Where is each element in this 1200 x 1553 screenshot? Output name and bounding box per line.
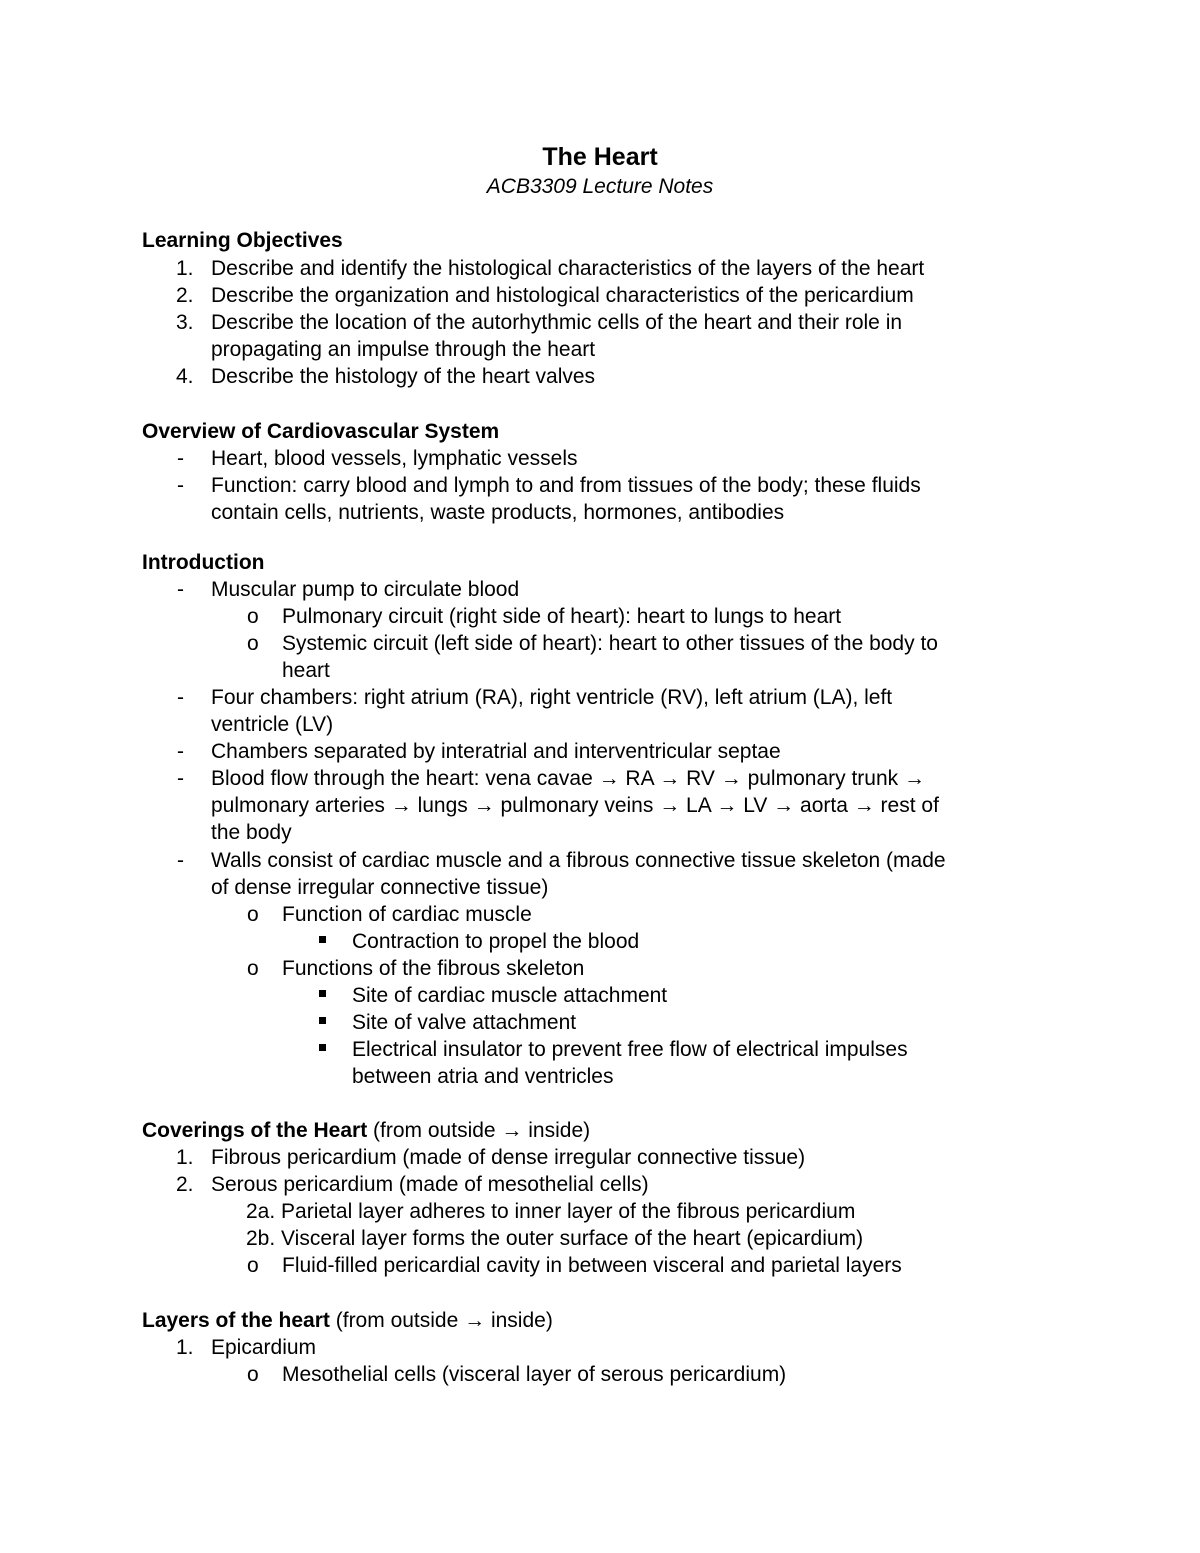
intro-item-text: the body: [211, 821, 292, 844]
intro-subitem-text: heart: [282, 659, 330, 682]
intro-item-text: Muscular pump to circulate blood: [211, 578, 520, 601]
square-bullet-icon: [319, 936, 326, 943]
dash-marker: -: [177, 740, 184, 763]
dash-marker: -: [177, 686, 184, 709]
intro-item-text: ventricle (LV): [211, 713, 334, 736]
intro-bullet-text: Site of valve attachment: [352, 1011, 577, 1034]
circle-marker: o: [247, 1363, 259, 1386]
layer-subitem-text: Mesothelial cells (visceral layer of serous pericardium): [282, 1363, 787, 1386]
circle-marker: o: [247, 605, 259, 628]
objective-number: 2.: [176, 284, 194, 307]
document-subtitle: ACB3309 Lecture Notes: [486, 175, 714, 198]
layers-heading: Layers of the heart: [142, 1309, 330, 1332]
objective-number: 1.: [176, 257, 194, 280]
objective-text: Describe the histology of the heart valves: [211, 365, 596, 388]
overview-item-text: Function: carry blood and lymph to and from tissues of the body; these fluids: [211, 474, 921, 497]
intro-subitem-text: Function of cardiac muscle: [282, 903, 532, 926]
intro-item-text: of dense irregular connective tissue): [211, 876, 549, 899]
objective-number: 4.: [176, 365, 194, 388]
document-title: The Heart: [542, 143, 658, 171]
objective-text: Describe and identify the histological characteristics of the layers of the heart: [211, 257, 925, 280]
dash-marker: -: [177, 767, 184, 790]
layer-number: 1.: [176, 1336, 194, 1359]
objective-text: Describe the organization and histological characteristics of the pericardium: [211, 284, 914, 307]
learning-objectives-heading: Learning Objectives: [142, 229, 343, 252]
intro-subitem-text: Functions of the fibrous skeleton: [282, 957, 585, 980]
covering-number: 2.: [176, 1173, 194, 1196]
circle-marker: o: [247, 957, 259, 980]
objective-text: Describe the location of the autorhythmic cells of the heart and their role in: [211, 311, 903, 334]
coverings-heading-line: [142, 1117, 590, 1144]
objective-number: 3.: [176, 311, 194, 334]
square-bullet-icon: [319, 1044, 326, 1051]
covering-subtext: 2b. Visceral layer forms the outer surface of the heart (epicardium): [246, 1227, 864, 1250]
overview-item-text: contain cells, nutrients, waste products, hormones, antibodies: [211, 501, 785, 524]
intro-bullet-text: between atria and ventricles: [352, 1065, 614, 1088]
intro-item-text: Chambers separated by interatrial and interventricular septae: [211, 740, 781, 763]
dash-marker: -: [177, 849, 184, 872]
covering-number: 1.: [176, 1146, 194, 1169]
dash-marker: -: [177, 447, 184, 470]
covering-text: Fibrous pericardium (made of dense irregular connective tissue): [211, 1146, 806, 1169]
intro-bullet-text: Electrical insulator to prevent free flow of electrical impulses: [352, 1038, 908, 1061]
covering-subtext: 2a. Parietal layer adheres to inner layer of the fibrous pericardium: [246, 1200, 856, 1223]
objective-text: propagating an impulse through the heart: [211, 338, 596, 361]
intro-item-text: Blood flow through the heart: vena cavae → RA → RV → pulmonary trunk →: [211, 767, 925, 790]
circle-marker: o: [247, 632, 259, 655]
intro-item-text: Walls consist of cardiac muscle and a fibrous connective tissue skeleton (made: [211, 849, 946, 872]
intro-bullet-text: Contraction to propel the blood: [352, 930, 640, 953]
circle-marker: o: [247, 1254, 259, 1277]
layers-heading-line: [142, 1307, 553, 1334]
intro-subitem-text: Systemic circuit (left side of heart): heart to other tissues of the body to: [282, 632, 938, 655]
covering-subitem-text: Fluid-filled pericardial cavity in between visceral and parietal layers: [282, 1254, 902, 1277]
intro-bullet-text: Site of cardiac muscle attachment: [352, 984, 668, 1007]
intro-item-text: Four chambers: right atrium (RA), right ventricle (RV), left atrium (LA), left: [211, 686, 893, 709]
overview-heading: Overview of Cardiovascular System: [142, 420, 500, 443]
layers-heading-suffix: (from outside → inside): [329, 1309, 553, 1332]
intro-item-text: pulmonary arteries → lungs → pulmonary veins → LA → LV → aorta → rest of: [211, 794, 939, 817]
square-bullet-icon: [319, 1017, 326, 1024]
dash-marker: -: [177, 578, 184, 601]
layer-text: Epicardium: [211, 1336, 317, 1359]
circle-marker: o: [247, 903, 259, 926]
square-bullet-icon: [319, 990, 326, 997]
overview-item-text: Heart, blood vessels, lymphatic vessels: [211, 447, 578, 470]
covering-text: Serous pericardium (made of mesothelial cells): [211, 1173, 649, 1196]
dash-marker: -: [177, 474, 184, 497]
coverings-heading-suffix: (from outside → inside): [367, 1119, 591, 1142]
introduction-heading: Introduction: [142, 551, 265, 574]
coverings-heading: Coverings of the Heart: [142, 1119, 368, 1142]
intro-subitem-text: Pulmonary circuit (right side of heart): heart to lungs to heart: [282, 605, 842, 628]
